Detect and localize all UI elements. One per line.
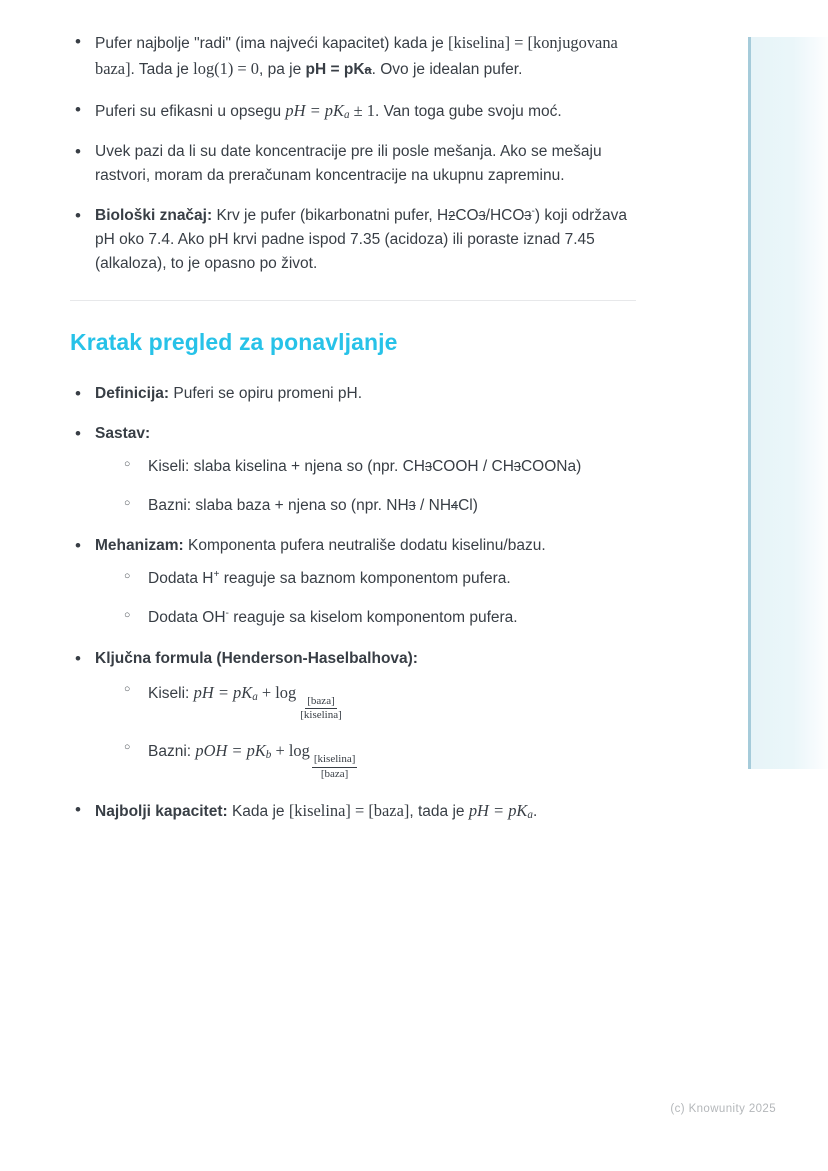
struck-subscript: 3: [478, 208, 486, 224]
bullet-item-formula: [70, 647, 636, 782]
text-run: reaguje sa baznom komponentom pufera.: [219, 570, 511, 588]
math-run: [konjugovana baza]: [95, 33, 618, 79]
text-run: , tada je: [409, 802, 469, 820]
fraction-numerator: [baza]: [305, 695, 336, 710]
text-run: Puferi se opiru promeni pH.: [169, 385, 363, 403]
math-run: [kiselina] = [baza]: [288, 800, 410, 820]
section-heading: Kratak pregled za ponavljanje: [70, 329, 398, 356]
fraction-denominator: [baza]: [320, 767, 349, 780]
math-run: pH = pK: [193, 682, 253, 702]
bold-run: Definicija:: [95, 385, 170, 403]
sub-bullet-formula-bazni: [122, 738, 636, 782]
text-run: COOH / CH: [432, 458, 514, 476]
intro-bullet-list: [70, 30, 636, 276]
text-run: Kiseli:: [148, 684, 194, 702]
struck-subscript: 3: [425, 459, 433, 475]
fraction-denominator: [kiselina]: [300, 709, 342, 722]
text-run: . Van toga gube svoju moć.: [374, 103, 562, 121]
text-run: Kiseli: slaba kiselina + njena so (npr. CH: [148, 458, 425, 476]
text-run: . Tada je: [130, 61, 194, 79]
fraction: [298, 695, 344, 724]
math-run: pH = pK: [468, 800, 528, 820]
struck-subscript: 3: [513, 459, 521, 475]
struck-subscript: a: [364, 62, 372, 78]
text-run: CO: [455, 207, 479, 225]
sub-bullet-formula-kiseli: [122, 680, 636, 724]
superscript-minus: -: [531, 206, 535, 218]
sub-bullet-bazni: [122, 494, 636, 518]
text-run: Dodata H: [148, 570, 214, 588]
text-run: .: [532, 802, 538, 820]
text-run: Uvek pazi da li su date koncentracije pre ili posle mešanja. Ako se mešaju rastvori, moram da preračunam koncentracije na ukupnu zapreminu.: [95, 143, 602, 185]
sub-bullet-kiseli: [122, 455, 636, 479]
text-run: Krv je pufer (bikarbonatni pufer, H: [212, 207, 449, 225]
math-run: + log: [271, 741, 310, 761]
math-run: [kiselina] =: [448, 33, 528, 52]
math-run: pH = pK: [285, 101, 344, 121]
math-subscript: a: [252, 690, 258, 703]
bold-run: Biološki značaj:: [95, 207, 213, 225]
text-run: Komponenta pufera neutrališe dodatu kiselinu/bazu.: [183, 537, 546, 555]
struck-subscript: 4: [451, 498, 459, 514]
text-run: , pa je: [259, 61, 306, 79]
bold-run: pH = pK: [305, 61, 365, 79]
bullet-item-buffer-range: [70, 98, 636, 124]
text-run: /HCO: [485, 207, 525, 225]
sastav-sublist: [95, 455, 636, 518]
bold-run: Najbolji kapacitet:: [95, 802, 228, 820]
bullet-item-sastav: [70, 422, 636, 518]
text-run: Dodata OH: [148, 609, 226, 627]
struck-subscript: 3: [408, 498, 416, 514]
side-accent-bar: [748, 37, 828, 769]
text-run: Pufer najbolje "radi" (ima najveći kapacitet) kada je: [95, 35, 449, 52]
footer-credit: (c) Knowunity 2025: [670, 1103, 776, 1115]
text-run: Bazni: slaba baza + njena so (npr. NH: [148, 497, 409, 515]
section-divider: [70, 300, 636, 301]
math-run: log(1) = 0: [193, 59, 259, 79]
struck-subscript: 2: [448, 208, 456, 224]
bullet-item-ideal-buffer: [70, 30, 636, 82]
math-subscript: b: [265, 749, 272, 762]
math-run: + log: [257, 682, 297, 702]
bullet-item-mehanizam: [70, 534, 636, 630]
review-bullet-list: [70, 382, 636, 824]
mehanizam-sublist: [95, 567, 636, 630]
text-run: Cl): [458, 497, 478, 515]
fraction-numerator: [kiselina]: [312, 753, 358, 768]
struck-subscript: 3: [524, 208, 532, 224]
bold-run: Mehanizam:: [95, 537, 184, 555]
bullet-item-kapacitet: [70, 798, 636, 824]
text-run: / NH: [415, 497, 452, 515]
bullet-item-biological: [70, 204, 636, 276]
fraction: [312, 753, 358, 782]
sub-bullet-oh-minus: [122, 606, 636, 630]
text-run: Bazni:: [148, 743, 196, 761]
superscript-minus: -: [225, 608, 229, 620]
formula-sublist: [95, 680, 636, 782]
math-run: pOH = pK: [195, 741, 266, 761]
bullet-item-definicija: [70, 382, 636, 406]
sub-bullet-h-plus: [122, 567, 636, 591]
math-run: ± 1: [349, 101, 375, 121]
text-run: reaguje sa kiselom komponentom pufera.: [228, 609, 518, 627]
math-subscript: a: [527, 808, 533, 821]
text-run: Kada je: [227, 802, 289, 820]
text-run: . Ovo je idealan pufer.: [371, 61, 523, 79]
text-run: Puferi su efikasni u opsegu: [95, 103, 286, 121]
text-run: ) koji održava pH oko 7.4. Ako pH krvi padne ispod 7.35 (acidoza) ili poraste iznad 7.45 (alkaloza), to je opasno po život.: [95, 207, 628, 273]
bullet-item-concentrations: [70, 140, 636, 188]
bold-run: Sastav:: [95, 425, 151, 443]
notes-content: [70, 30, 636, 840]
math-subscript: a: [343, 109, 350, 122]
superscript-plus: +: [213, 569, 220, 581]
bold-run: Ključna formula (Henderson-Haselbalhova):: [95, 649, 418, 667]
text-run: COONa): [520, 458, 582, 476]
